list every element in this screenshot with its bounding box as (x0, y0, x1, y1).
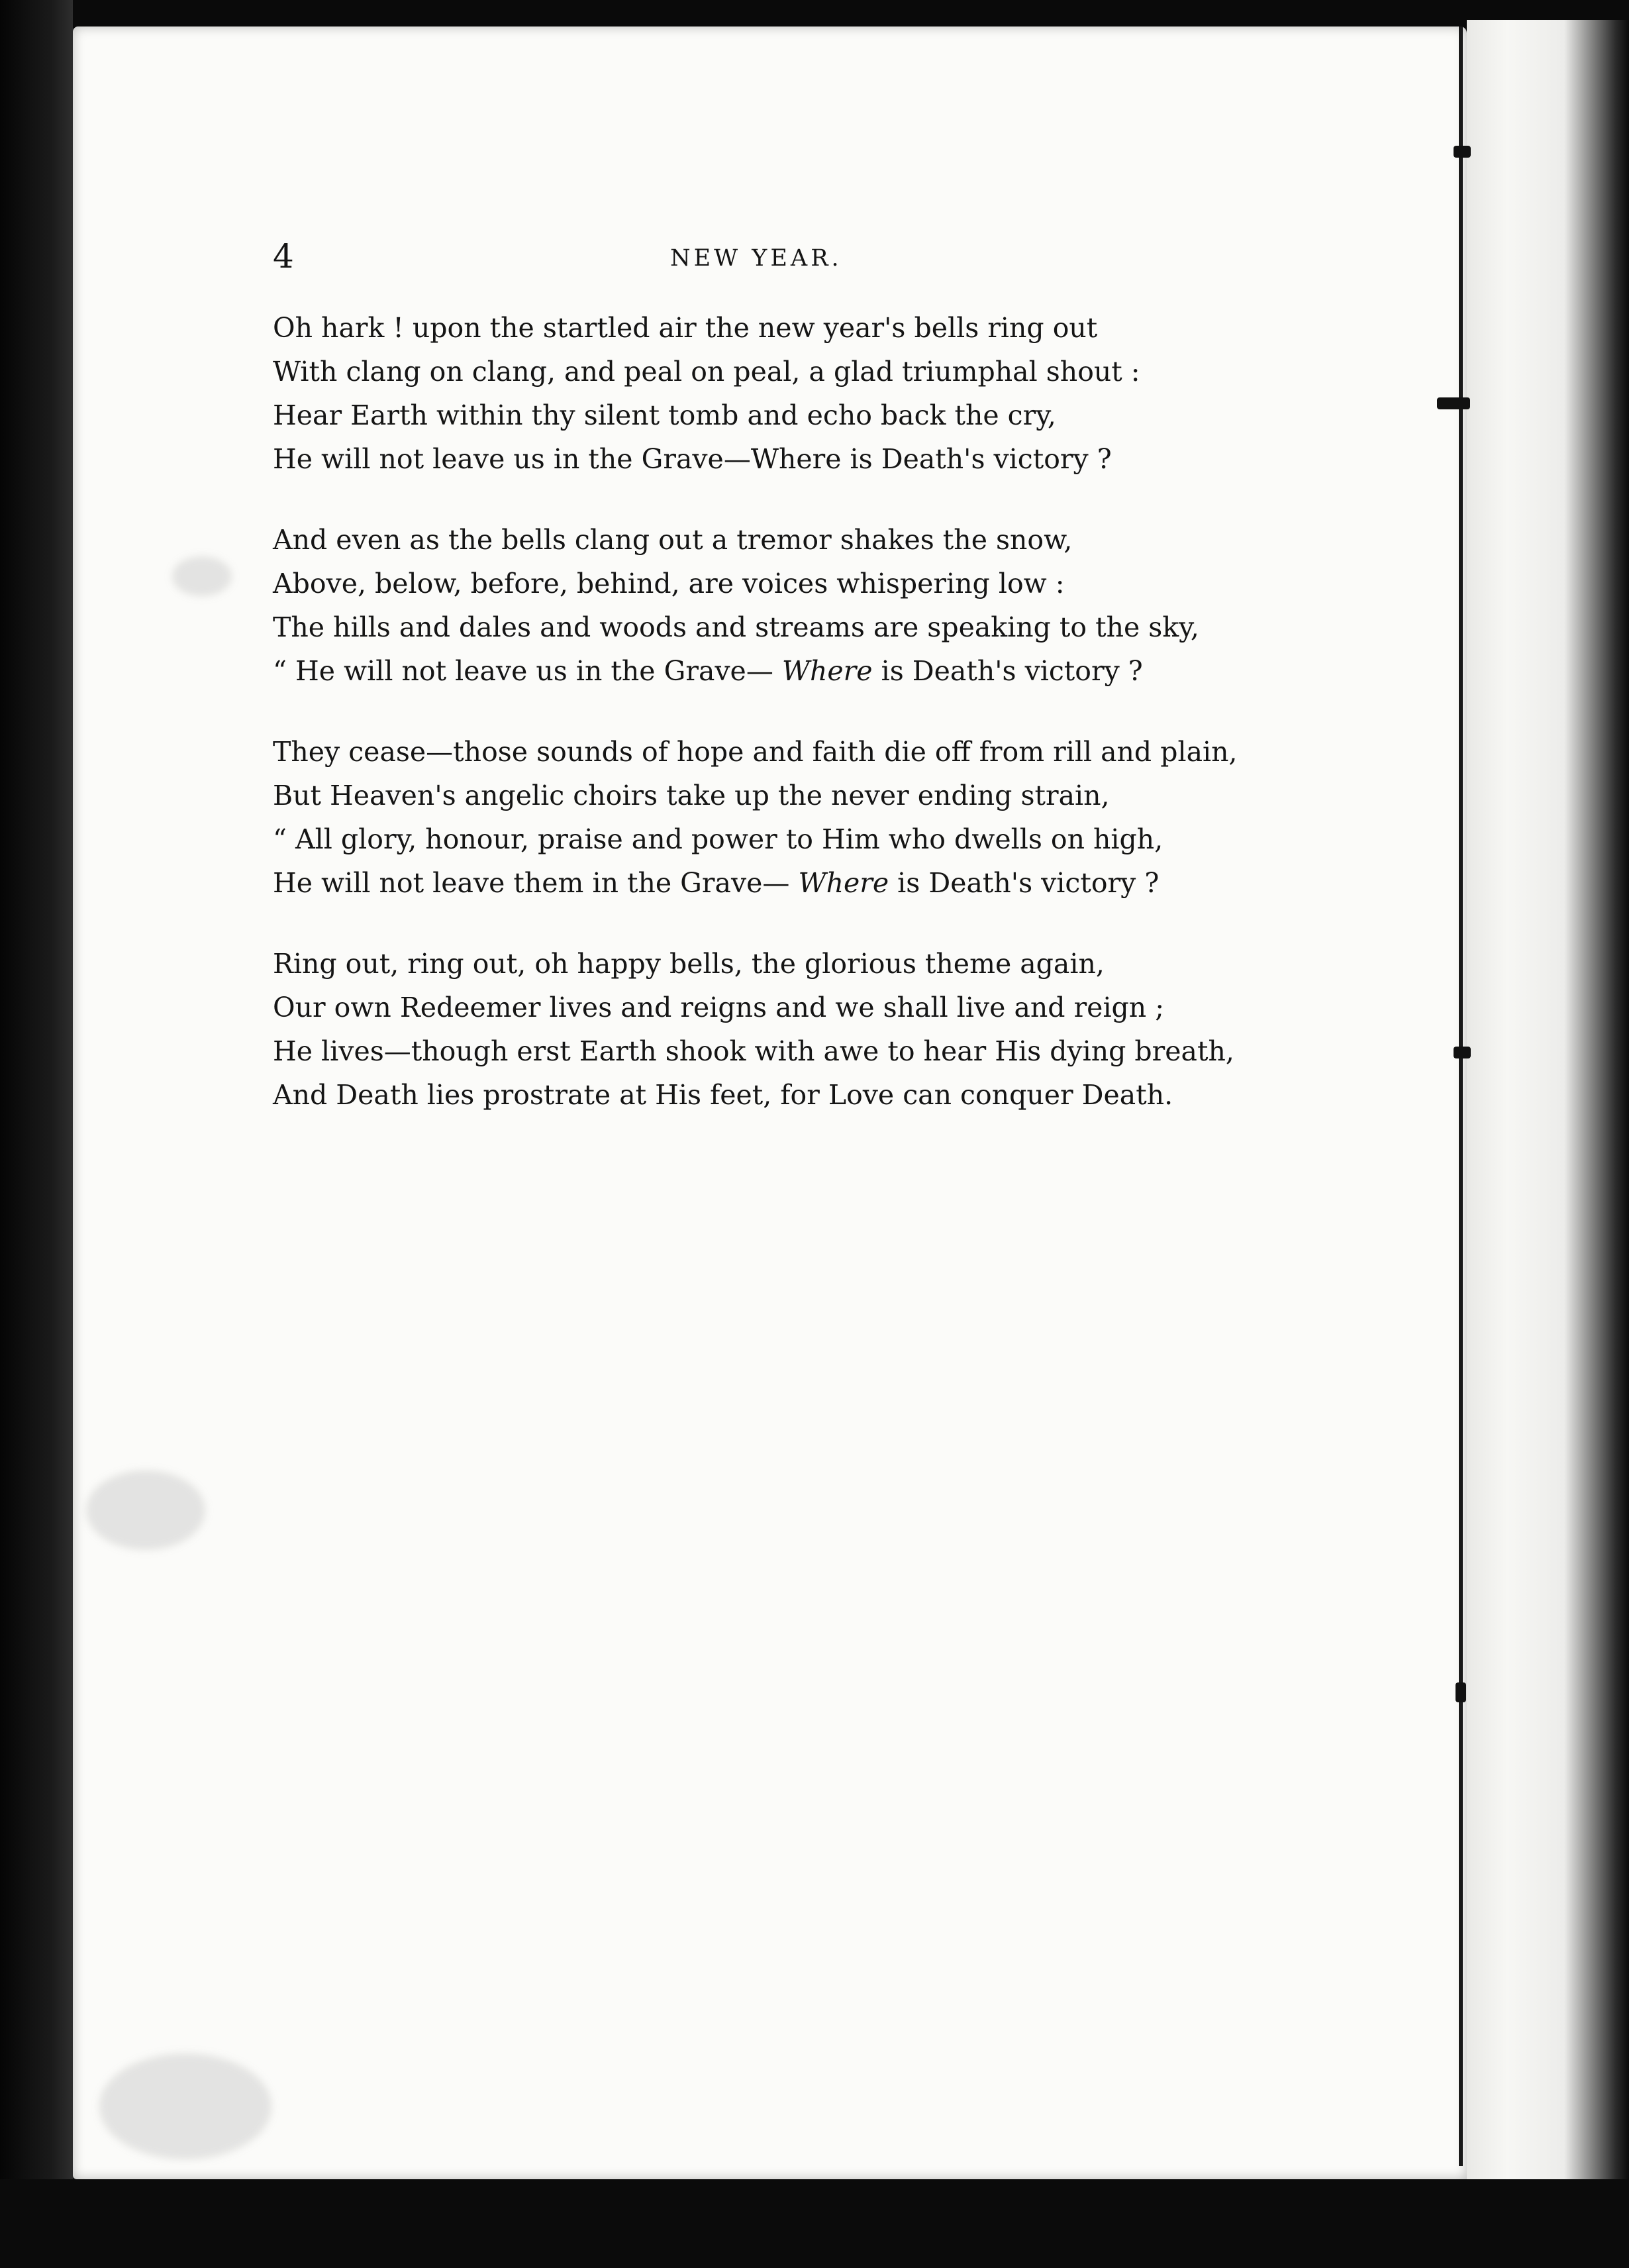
verse-line: Our own Redeemer lives and reigns and we shall live and reign ; (273, 992, 1165, 1023)
binding-clip-mark (1454, 146, 1471, 158)
poem (273, 306, 1279, 1154)
verse-line-refrain (273, 649, 1279, 693)
paper-smudge (99, 2053, 272, 2159)
film-border-bottom (0, 2179, 1629, 2268)
refrain-end: is Death's victory ? (889, 867, 1160, 899)
stanza-4 (273, 942, 1279, 1117)
refrain-end: is Death's victory ? (872, 655, 1143, 687)
verse-line: And even as the bells clang out a tremor shakes the snow, (273, 524, 1073, 556)
running-head-title: NEW YEAR. (670, 245, 842, 272)
paper-smudge (172, 556, 232, 596)
verse-line: The hills and dales and woods and streams are speaking to the sky, (273, 611, 1199, 643)
verse-line: And Death lies prostrate at His feet, for Love can conquer Death. (273, 1079, 1173, 1111)
verse-line: “ All glory, honour, praise and power to Him who dwells on high, (273, 823, 1163, 855)
stanza-1 (273, 306, 1279, 481)
verse-line: Oh hark ! upon the startled air the new year's bells ring out (273, 312, 1098, 344)
facing-page-edge (1467, 20, 1629, 2186)
binding-clip-mark (1456, 1682, 1466, 1702)
verse-line: Hear Earth within thy silent tomb and echo back the cry, (273, 399, 1056, 431)
verse-line: Above, below, before, behind, are voices whispering low : (273, 568, 1065, 599)
film-border-left (0, 0, 73, 2268)
binding-clip-mark (1437, 397, 1470, 409)
stanza-2 (273, 518, 1279, 693)
refrain-start: “ He will not leave us in the Grave— (273, 655, 782, 687)
verse-line: They cease—those sounds of hope and faith die off from rill and plain, (273, 736, 1238, 768)
verse-line: He will not leave us in the Grave—Where is Death's victory ? (273, 443, 1112, 475)
verse-line: Ring out, ring out, oh happy bells, the glorious theme again, (273, 948, 1105, 980)
refrain-start: He will not leave them in the Grave— (273, 867, 799, 899)
running-head (273, 237, 1279, 284)
verse-line-refrain (273, 861, 1279, 905)
refrain-italic-word: Where (781, 655, 873, 687)
binding-clip-mark (1454, 1047, 1471, 1058)
verse-line: He lives—though erst Earth shook with awe to hear His dying breath, (273, 1035, 1234, 1067)
refrain-italic-word: Where (798, 867, 889, 899)
film-border-top (0, 0, 1629, 30)
binding-line (1459, 26, 1463, 2166)
stanza-3 (273, 730, 1279, 905)
page-number: 4 (273, 237, 294, 276)
paper-smudge (86, 1470, 205, 1550)
verse-line: With clang on clang, and peal on peal, a glad triumphal shout : (273, 356, 1140, 387)
verse-line: But Heaven's angelic choirs take up the never ending strain, (273, 780, 1110, 811)
